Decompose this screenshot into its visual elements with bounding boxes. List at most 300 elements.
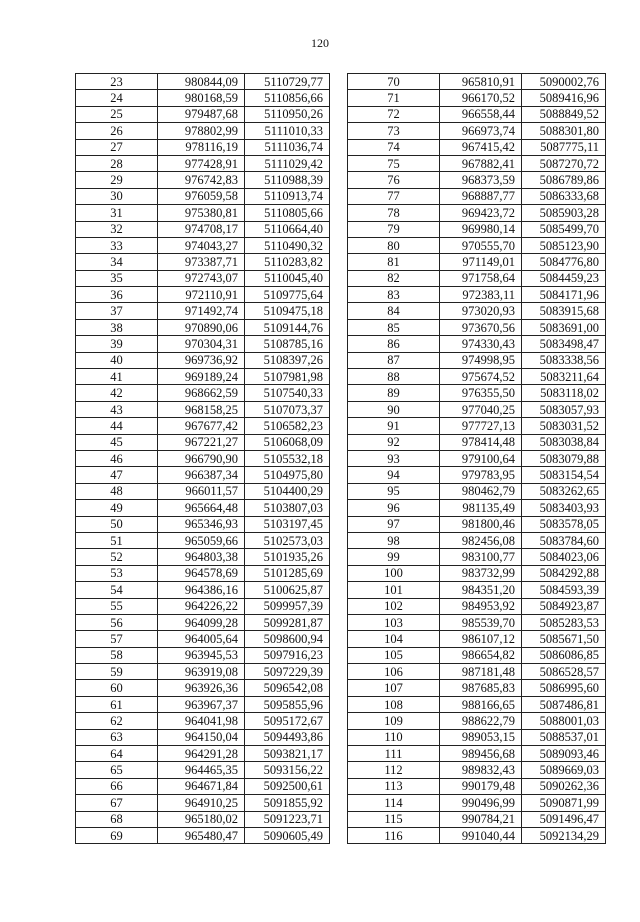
x-coordinate-cell: 964578,69 [158, 565, 245, 581]
point-number-cell: 63 [76, 729, 158, 745]
table-row [348, 319, 606, 335]
y-coordinate-cell: 5093156,22 [245, 762, 330, 778]
point-number-cell: 92 [348, 434, 440, 450]
point-number-cell: 93 [348, 450, 440, 466]
point-number-cell: 106 [348, 664, 440, 680]
point-number-cell: 74 [348, 139, 440, 155]
y-coordinate-cell: 5107073,37 [245, 401, 330, 417]
x-coordinate-cell: 987181,48 [440, 664, 522, 680]
y-coordinate-cell: 5101285,69 [245, 565, 330, 581]
y-coordinate-cell: 5085499,70 [522, 221, 606, 237]
y-coordinate-cell: 5108397,26 [245, 352, 330, 368]
y-coordinate-cell: 5110856,66 [245, 90, 330, 106]
y-coordinate-cell: 5109475,18 [245, 303, 330, 319]
table-row [76, 565, 330, 581]
table-row [76, 369, 330, 385]
y-coordinate-cell: 5086333,68 [522, 188, 606, 204]
coordinates-table-right [347, 73, 606, 844]
point-number-cell: 81 [348, 254, 440, 270]
table-row [76, 500, 330, 516]
table-row [76, 631, 330, 647]
y-coordinate-cell: 5090002,76 [522, 74, 606, 90]
point-number-cell: 34 [76, 254, 158, 270]
x-coordinate-cell: 969423,72 [440, 205, 522, 221]
x-coordinate-cell: 963945,53 [158, 647, 245, 663]
table-row [76, 549, 330, 565]
x-coordinate-cell: 976355,50 [440, 385, 522, 401]
point-number-cell: 85 [348, 319, 440, 335]
x-coordinate-cell: 974708,17 [158, 221, 245, 237]
x-coordinate-cell: 982456,08 [440, 532, 522, 548]
x-coordinate-cell: 986654,82 [440, 647, 522, 663]
table-row [348, 369, 606, 385]
point-number-cell: 60 [76, 680, 158, 696]
table-row [76, 221, 330, 237]
x-coordinate-cell: 973670,56 [440, 319, 522, 335]
x-coordinate-cell: 974330,43 [440, 336, 522, 352]
x-coordinate-cell: 967221,27 [158, 434, 245, 450]
point-number-cell: 47 [76, 467, 158, 483]
point-number-cell: 62 [76, 713, 158, 729]
y-coordinate-cell: 5109775,64 [245, 287, 330, 303]
table-row [76, 319, 330, 335]
x-coordinate-cell: 990496,99 [440, 795, 522, 811]
point-number-cell: 35 [76, 270, 158, 286]
point-number-cell: 56 [76, 614, 158, 630]
x-coordinate-cell: 965810,91 [440, 74, 522, 90]
y-coordinate-cell: 5099281,87 [245, 614, 330, 630]
x-coordinate-cell: 971149,01 [440, 254, 522, 270]
point-number-cell: 113 [348, 778, 440, 794]
y-coordinate-cell: 5110490,32 [245, 237, 330, 253]
y-coordinate-cell: 5110988,39 [245, 172, 330, 188]
table-row [348, 450, 606, 466]
x-coordinate-cell: 986107,12 [440, 631, 522, 647]
y-coordinate-cell: 5090605,49 [245, 827, 330, 843]
x-coordinate-cell: 977040,25 [440, 401, 522, 417]
table-row [76, 123, 330, 139]
table-row [348, 188, 606, 204]
table-row [348, 74, 606, 90]
x-coordinate-cell: 977428,91 [158, 155, 245, 171]
y-coordinate-cell: 5096542,08 [245, 680, 330, 696]
table-row [76, 401, 330, 417]
x-coordinate-cell: 963967,37 [158, 696, 245, 712]
y-coordinate-cell: 5092500,61 [245, 778, 330, 794]
table-row [348, 664, 606, 680]
x-coordinate-cell: 966973,74 [440, 123, 522, 139]
point-number-cell: 53 [76, 565, 158, 581]
point-number-cell: 48 [76, 483, 158, 499]
point-number-cell: 70 [348, 74, 440, 90]
y-coordinate-cell: 5095855,96 [245, 696, 330, 712]
x-coordinate-cell: 989456,68 [440, 746, 522, 762]
point-number-cell: 75 [348, 155, 440, 171]
table-row [76, 713, 330, 729]
x-coordinate-cell: 980462,79 [440, 483, 522, 499]
y-coordinate-cell: 5083338,56 [522, 352, 606, 368]
point-number-cell: 33 [76, 237, 158, 253]
y-coordinate-cell: 5104400,29 [245, 483, 330, 499]
y-coordinate-cell: 5085123,90 [522, 237, 606, 253]
point-number-cell: 96 [348, 500, 440, 516]
point-number-cell: 110 [348, 729, 440, 745]
y-coordinate-cell: 5094493,86 [245, 729, 330, 745]
point-number-cell: 25 [76, 106, 158, 122]
point-number-cell: 89 [348, 385, 440, 401]
x-coordinate-cell: 964386,16 [158, 582, 245, 598]
x-coordinate-cell: 991040,44 [440, 827, 522, 843]
point-number-cell: 114 [348, 795, 440, 811]
point-number-cell: 116 [348, 827, 440, 843]
table-row [76, 483, 330, 499]
table-row [348, 631, 606, 647]
y-coordinate-cell: 5083211,64 [522, 369, 606, 385]
y-coordinate-cell: 5089416,96 [522, 90, 606, 106]
table-row [348, 205, 606, 221]
x-coordinate-cell: 976059,58 [158, 188, 245, 204]
y-coordinate-cell: 5110805,66 [245, 205, 330, 221]
point-number-cell: 57 [76, 631, 158, 647]
x-coordinate-cell: 990784,21 [440, 811, 522, 827]
x-coordinate-cell: 970890,06 [158, 319, 245, 335]
x-coordinate-cell: 978802,99 [158, 123, 245, 139]
y-coordinate-cell: 5085903,28 [522, 205, 606, 221]
point-number-cell: 23 [76, 74, 158, 90]
x-coordinate-cell: 964150,04 [158, 729, 245, 745]
x-coordinate-cell: 974998,95 [440, 352, 522, 368]
table-row [348, 729, 606, 745]
table-row [348, 696, 606, 712]
y-coordinate-cell: 5084593,39 [522, 582, 606, 598]
point-number-cell: 103 [348, 614, 440, 630]
table-row [76, 729, 330, 745]
table-row [348, 221, 606, 237]
x-coordinate-cell: 980844,09 [158, 74, 245, 90]
y-coordinate-cell: 5098600,94 [245, 631, 330, 647]
y-coordinate-cell: 5106582,23 [245, 418, 330, 434]
x-coordinate-cell: 984953,92 [440, 598, 522, 614]
y-coordinate-cell: 5089093,46 [522, 746, 606, 762]
y-coordinate-cell: 5089669,03 [522, 762, 606, 778]
x-coordinate-cell: 964041,98 [158, 713, 245, 729]
y-coordinate-cell: 5102573,03 [245, 532, 330, 548]
point-number-cell: 36 [76, 287, 158, 303]
point-number-cell: 65 [76, 762, 158, 778]
point-number-cell: 30 [76, 188, 158, 204]
point-number-cell: 71 [348, 90, 440, 106]
y-coordinate-cell: 5090262,36 [522, 778, 606, 794]
point-number-cell: 37 [76, 303, 158, 319]
point-number-cell: 72 [348, 106, 440, 122]
point-number-cell: 87 [348, 352, 440, 368]
y-coordinate-cell: 5083038,84 [522, 434, 606, 450]
table-row [348, 795, 606, 811]
y-coordinate-cell: 5093821,17 [245, 746, 330, 762]
point-number-cell: 41 [76, 369, 158, 385]
x-coordinate-cell: 983732,99 [440, 565, 522, 581]
y-coordinate-cell: 5111036,74 [245, 139, 330, 155]
x-coordinate-cell: 964005,64 [158, 631, 245, 647]
y-coordinate-cell: 5110283,82 [245, 254, 330, 270]
x-coordinate-cell: 976742,83 [158, 172, 245, 188]
table-row [348, 598, 606, 614]
point-number-cell: 31 [76, 205, 158, 221]
coordinates-table-left [75, 73, 330, 844]
y-coordinate-cell: 5088301,80 [522, 123, 606, 139]
table-row [348, 90, 606, 106]
point-number-cell: 82 [348, 270, 440, 286]
table-row [348, 254, 606, 270]
table-row [348, 516, 606, 532]
table-row [76, 172, 330, 188]
table-row [76, 155, 330, 171]
point-number-cell: 26 [76, 123, 158, 139]
y-coordinate-cell: 5110729,77 [245, 74, 330, 90]
y-coordinate-cell: 5083079,88 [522, 450, 606, 466]
y-coordinate-cell: 5092134,29 [522, 827, 606, 843]
y-coordinate-cell: 5107540,33 [245, 385, 330, 401]
point-number-cell: 80 [348, 237, 440, 253]
y-coordinate-cell: 5110664,40 [245, 221, 330, 237]
point-number-cell: 32 [76, 221, 158, 237]
table-row [76, 664, 330, 680]
point-number-cell: 94 [348, 467, 440, 483]
y-coordinate-cell: 5086995,60 [522, 680, 606, 696]
x-coordinate-cell: 968158,25 [158, 401, 245, 417]
x-coordinate-cell: 975674,52 [440, 369, 522, 385]
y-coordinate-cell: 5097916,23 [245, 647, 330, 663]
table-row [76, 467, 330, 483]
point-number-cell: 97 [348, 516, 440, 532]
table-row [76, 516, 330, 532]
table-row [348, 106, 606, 122]
x-coordinate-cell: 987685,83 [440, 680, 522, 696]
point-number-cell: 24 [76, 90, 158, 106]
table-row [348, 418, 606, 434]
table-row [348, 532, 606, 548]
table-row [76, 762, 330, 778]
table-row [348, 352, 606, 368]
x-coordinate-cell: 964291,28 [158, 746, 245, 762]
x-coordinate-cell: 979100,64 [440, 450, 522, 466]
point-number-cell: 79 [348, 221, 440, 237]
y-coordinate-cell: 5084459,23 [522, 270, 606, 286]
table-row [76, 582, 330, 598]
table-row [348, 483, 606, 499]
y-coordinate-cell: 5100625,87 [245, 582, 330, 598]
x-coordinate-cell: 964465,35 [158, 762, 245, 778]
y-coordinate-cell: 5103807,03 [245, 500, 330, 516]
table-row [76, 746, 330, 762]
table-row [76, 532, 330, 548]
point-number-cell: 50 [76, 516, 158, 532]
x-coordinate-cell: 980168,59 [158, 90, 245, 106]
y-coordinate-cell: 5104975,80 [245, 467, 330, 483]
point-number-cell: 45 [76, 434, 158, 450]
x-coordinate-cell: 970555,70 [440, 237, 522, 253]
table-row [348, 172, 606, 188]
y-coordinate-cell: 5086086,85 [522, 647, 606, 663]
table-row [76, 336, 330, 352]
point-number-cell: 100 [348, 565, 440, 581]
point-number-cell: 67 [76, 795, 158, 811]
y-coordinate-cell: 5084776,80 [522, 254, 606, 270]
point-number-cell: 108 [348, 696, 440, 712]
point-number-cell: 95 [348, 483, 440, 499]
table-row [348, 827, 606, 843]
y-coordinate-cell: 5088537,01 [522, 729, 606, 745]
table-row [76, 205, 330, 221]
point-number-cell: 61 [76, 696, 158, 712]
y-coordinate-cell: 5086528,57 [522, 664, 606, 680]
x-coordinate-cell: 964099,28 [158, 614, 245, 630]
point-number-cell: 99 [348, 549, 440, 565]
x-coordinate-cell: 978414,48 [440, 434, 522, 450]
table-row [348, 401, 606, 417]
table-row [76, 352, 330, 368]
table-row [76, 418, 330, 434]
table-row [348, 811, 606, 827]
point-number-cell: 49 [76, 500, 158, 516]
y-coordinate-cell: 5097229,39 [245, 664, 330, 680]
table-row [76, 303, 330, 319]
point-number-cell: 109 [348, 713, 440, 729]
x-coordinate-cell: 968373,59 [440, 172, 522, 188]
point-number-cell: 88 [348, 369, 440, 385]
table-row [76, 188, 330, 204]
x-coordinate-cell: 988166,65 [440, 696, 522, 712]
table-row [348, 778, 606, 794]
y-coordinate-cell: 5084023,06 [522, 549, 606, 565]
point-number-cell: 111 [348, 746, 440, 762]
y-coordinate-cell: 5101935,26 [245, 549, 330, 565]
y-coordinate-cell: 5110913,74 [245, 188, 330, 204]
y-coordinate-cell: 5108785,16 [245, 336, 330, 352]
x-coordinate-cell: 973020,93 [440, 303, 522, 319]
y-coordinate-cell: 5083691,00 [522, 319, 606, 335]
x-coordinate-cell: 968887,77 [440, 188, 522, 204]
table-row [76, 74, 330, 90]
x-coordinate-cell: 969189,24 [158, 369, 245, 385]
point-number-cell: 46 [76, 450, 158, 466]
table-row [76, 90, 330, 106]
point-number-cell: 101 [348, 582, 440, 598]
x-coordinate-cell: 964910,25 [158, 795, 245, 811]
y-coordinate-cell: 5084923,87 [522, 598, 606, 614]
y-coordinate-cell: 5085283,53 [522, 614, 606, 630]
y-coordinate-cell: 5083784,60 [522, 532, 606, 548]
point-number-cell: 43 [76, 401, 158, 417]
x-coordinate-cell: 989832,43 [440, 762, 522, 778]
y-coordinate-cell: 5090871,99 [522, 795, 606, 811]
x-coordinate-cell: 967882,41 [440, 155, 522, 171]
point-number-cell: 64 [76, 746, 158, 762]
y-coordinate-cell: 5111029,42 [245, 155, 330, 171]
y-coordinate-cell: 5110045,40 [245, 270, 330, 286]
table-row [76, 106, 330, 122]
x-coordinate-cell: 979487,68 [158, 106, 245, 122]
point-number-cell: 83 [348, 287, 440, 303]
point-number-cell: 59 [76, 664, 158, 680]
table-row [76, 614, 330, 630]
table-row [76, 795, 330, 811]
point-number-cell: 29 [76, 172, 158, 188]
table-row [76, 237, 330, 253]
point-number-cell: 91 [348, 418, 440, 434]
table-row [76, 254, 330, 270]
point-number-cell: 84 [348, 303, 440, 319]
x-coordinate-cell: 971492,74 [158, 303, 245, 319]
point-number-cell: 73 [348, 123, 440, 139]
y-coordinate-cell: 5110950,26 [245, 106, 330, 122]
x-coordinate-cell: 967415,42 [440, 139, 522, 155]
point-number-cell: 90 [348, 401, 440, 417]
table-row [76, 680, 330, 696]
x-coordinate-cell: 964803,38 [158, 549, 245, 565]
x-coordinate-cell: 972743,07 [158, 270, 245, 286]
point-number-cell: 55 [76, 598, 158, 614]
x-coordinate-cell: 963919,08 [158, 664, 245, 680]
x-coordinate-cell: 979783,95 [440, 467, 522, 483]
x-coordinate-cell: 978116,19 [158, 139, 245, 155]
y-coordinate-cell: 5085671,50 [522, 631, 606, 647]
x-coordinate-cell: 967677,42 [158, 418, 245, 434]
table-row [348, 123, 606, 139]
y-coordinate-cell: 5083262,65 [522, 483, 606, 499]
x-coordinate-cell: 984351,20 [440, 582, 522, 598]
x-coordinate-cell: 989053,15 [440, 729, 522, 745]
y-coordinate-cell: 5107981,98 [245, 369, 330, 385]
x-coordinate-cell: 965180,02 [158, 811, 245, 827]
y-coordinate-cell: 5083031,52 [522, 418, 606, 434]
point-number-cell: 68 [76, 811, 158, 827]
y-coordinate-cell: 5099957,39 [245, 598, 330, 614]
x-coordinate-cell: 972383,11 [440, 287, 522, 303]
table-row [76, 434, 330, 450]
x-coordinate-cell: 965059,66 [158, 532, 245, 548]
table-row [348, 434, 606, 450]
point-number-cell: 42 [76, 385, 158, 401]
table-row [348, 336, 606, 352]
x-coordinate-cell: 974043,27 [158, 237, 245, 253]
x-coordinate-cell: 963926,36 [158, 680, 245, 696]
table-row [348, 647, 606, 663]
x-coordinate-cell: 981800,46 [440, 516, 522, 532]
table-row [348, 303, 606, 319]
y-coordinate-cell: 5083498,47 [522, 336, 606, 352]
table-row [348, 565, 606, 581]
point-number-cell: 115 [348, 811, 440, 827]
table-row [348, 287, 606, 303]
y-coordinate-cell: 5095172,67 [245, 713, 330, 729]
table-row [348, 680, 606, 696]
point-number-cell: 66 [76, 778, 158, 794]
y-coordinate-cell: 5088849,52 [522, 106, 606, 122]
point-number-cell: 27 [76, 139, 158, 155]
y-coordinate-cell: 5105532,18 [245, 450, 330, 466]
y-coordinate-cell: 5084171,96 [522, 287, 606, 303]
table-row [76, 270, 330, 286]
y-coordinate-cell: 5106068,09 [245, 434, 330, 450]
x-coordinate-cell: 983100,77 [440, 549, 522, 565]
table-row [348, 270, 606, 286]
x-coordinate-cell: 966011,57 [158, 483, 245, 499]
point-number-cell: 76 [348, 172, 440, 188]
point-number-cell: 58 [76, 647, 158, 663]
point-number-cell: 78 [348, 205, 440, 221]
y-coordinate-cell: 5087775,11 [522, 139, 606, 155]
